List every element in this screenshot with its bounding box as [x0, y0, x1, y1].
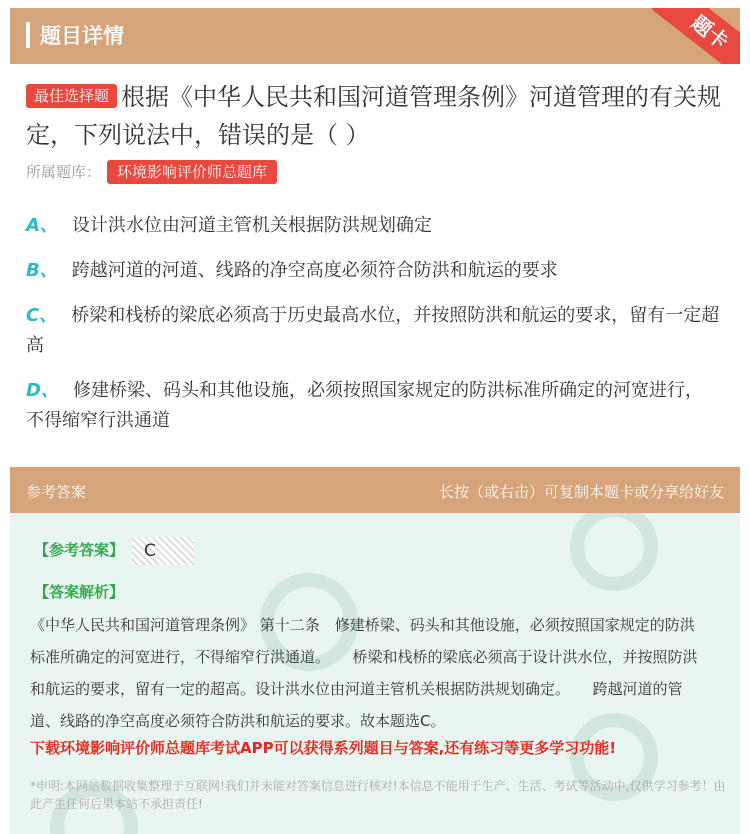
option-text: 设计洪水位由河道主管机关根据防洪规划确定 [71, 215, 432, 236]
analysis-label: 【答案解析】 [34, 583, 125, 601]
answer-body [10, 513, 740, 834]
download-promo-link[interactable]: 下载环境影响评价师总题库考试APP可以获得系列题目与答案,还有练习等更多学习功能! [30, 739, 617, 757]
share-hint: 长按（或右击）可复制本题卡或分享给好友 [438, 483, 724, 501]
header-accent-bar [26, 22, 30, 48]
option-letter: A、 [26, 215, 58, 236]
detail-header [10, 8, 740, 64]
disclaimer-text: *申明:本网站数据收集整理于互联网!我们并未能对答案信息进行核对!本信息不能用于生产、生活、考试等活动中,仅供学习参考！由此产生任何后果本站不承担责任! [30, 779, 726, 811]
option-letter: B、 [26, 260, 58, 281]
option-letter: C、 [26, 305, 58, 326]
reference-answer-value: C [132, 537, 194, 565]
question-block [26, 78, 726, 154]
analysis-text: 《中华人民共和国河道管理条例》 第十二条 修建桥梁、码头和其他设施，必须按照国家规定的防洪标准所确定的河宽进行，不得缩窄行洪通道。 桥梁和栈桥的梁底必须高于设计洪水位，并按照防洪和航运的要求，留有一定的超高。设计洪水位由河道主管机关根据防洪规划确定。 跨越河道的管道、线路的净空高度必须符合防洪和航运的要求。故本题选C。 [30, 616, 698, 730]
option-letter: D、 [26, 380, 59, 401]
bank-tag[interactable]: 环境影响评价师总题库 [107, 160, 277, 184]
answer-section-title: 参考答案 [26, 483, 87, 501]
option-b[interactable] [26, 256, 720, 286]
reference-answer-label: 【参考答案】 [34, 541, 125, 559]
option-a[interactable] [26, 211, 720, 241]
option-text: 修建桥梁、码头和其他设施，必须按照国家规定的防洪标准所确定的河宽进行，不得缩窄行洪通道 [26, 380, 703, 431]
question-text: 根据《中华人民共和国河道管理条例》河道管理的有关规定，下列说法中，错误的是（ ） [26, 83, 722, 149]
question-type-tag: 最佳选择题 [26, 84, 117, 108]
option-d[interactable] [26, 376, 720, 436]
option-text: 跨越河道的河道、线路的净空高度必须符合防洪和航运的要求 [71, 260, 558, 281]
header-title: 题目详情 [40, 24, 124, 48]
watermark-logo [570, 513, 658, 591]
corner-badge: 题卡 [652, 8, 740, 64]
option-c[interactable] [26, 301, 720, 361]
answer-header [10, 467, 740, 513]
bank-label: 所属题库： [26, 163, 102, 181]
option-text: 桥梁和栈桥的梁底必须高于历史最高水位，并按照防洪和航运的要求，留有一定超高 [26, 305, 720, 356]
question-bank [26, 160, 277, 184]
